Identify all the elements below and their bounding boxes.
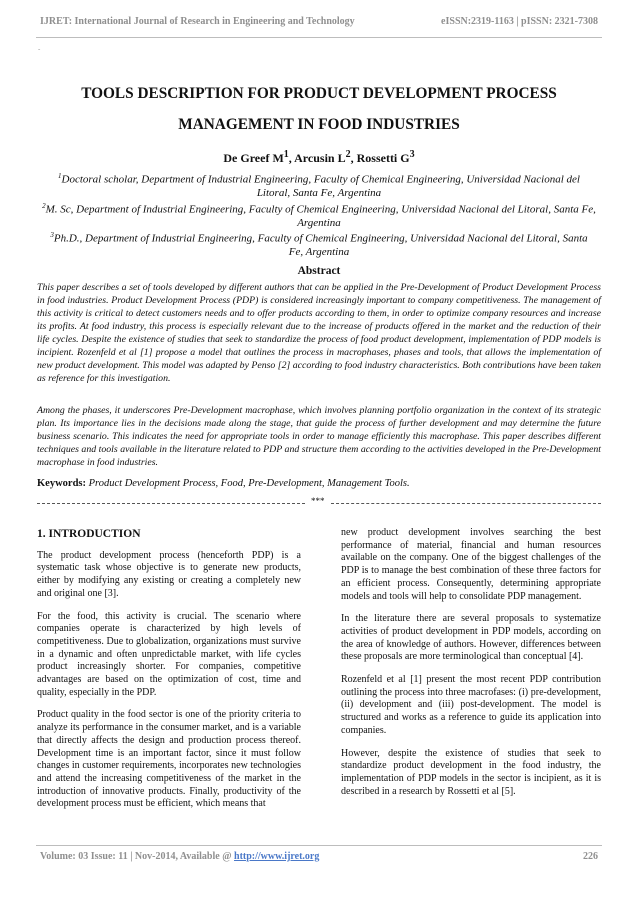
section-separator — [37, 498, 601, 508]
keywords-text: Product Development Process, Food, Pre-Development, Management Tools. — [88, 478, 410, 489]
paragraph: Rozenfeld et al [1] present the most recent PDP contribution outlining the process into three macrofases: (i) pre-development, (ii) development and (iii) post-development. The model is structured and works as a reference to guide its application into companies. — [341, 674, 601, 736]
separator-stars: *** — [311, 496, 325, 506]
abstract-paragraph-1: This paper describes a set of tools developed by different authors that can be applied in the Pre-Development of Product Development Process in food industries. Product Development Process (PDP) is considered increasingly important to company competitiveness. The management of this activity is critical to detect customers needs and to offer products according to them, in order to optimize company resources and increase its profits. At food industry, this process is especially relevant due to the increase of products offered in the market and the reduction of their life cycles. Despite the existence of studies that seek to standardize the process of food product development, implementation of PDP models is incipient. Rozenfeld et al [1] propose a model that outlines the process in macrophases, phases and tools, that allows the implementation of new product development. This model was adapted by Penso [2] according to food industry characteristics. Both contributions have been taken as reference for this investigation. — [37, 282, 601, 384]
header-divider — [36, 37, 602, 38]
section-heading-introduction: 1. INTRODUCTION — [37, 528, 141, 540]
affiliation-2: $^2$M. Sc, Department of Industrial Engineering, Faculty of Chemical Engineering, Universidad Nacional del Litoral, Santa Fe, Argentina — [42, 202, 596, 230]
paragraph: In the literature there are several proposals to systematize activities of product development in PDP models, according on the area of knowledge of authors. However, differences between these proposals are more terminological than conceptual [4]. — [341, 613, 601, 663]
paragraph: However, despite the existence of studies that seek to standardize product development in the food industry, the implementation of PDP models in the sector is incipient, as it is described in a research by Rossetti et al [5]. — [341, 747, 601, 797]
paragraph: For the food, this activity is crucial. The scenario where companies operate is characterized by high levels of competitiveness. Due to globalization, organizations must survive in a dynamic and often unpredictable market, with life cycles product increasingly shorter. For companies, competitive advantages are based on the optimization of cost, time and quality, especially in the PDP. — [37, 610, 301, 698]
keywords-label: Keywords: — [37, 478, 86, 489]
right-column — [341, 527, 601, 808]
footer-volume-info: Volume: 03 Issue: 11 | Nov-2014, Available @ http://www.ijret.org — [40, 851, 320, 862]
paper-title — [40, 78, 598, 140]
journal-name: IJRET: International Journal of Research in Engineering and Technology — [40, 16, 355, 27]
author-1: De Greef $M^1$ — [223, 149, 289, 165]
header-mark: - — [38, 45, 41, 53]
footer-divider — [36, 845, 602, 846]
page-number: 226 — [583, 851, 598, 862]
affiliation-3: $^3$Ph.D., Department of Industrial Engineering, Faculty of Chemical Engineering, Universidad Nacional del Litoral, Santa Fe, Argentina — [50, 231, 588, 259]
issn-info: eISSN:2319-1163 | pISSN: 2321-7308 — [441, 16, 598, 27]
affiliation-1: $^1$Doctoral scholar, Department of Industrial Engineering, Faculty of Chemical Engineering, Universidad Nacional del Litoral, Santa Fe, Argentina — [58, 172, 580, 200]
author-2: Arcusin $L^2$ — [294, 149, 351, 165]
keywords — [37, 478, 601, 489]
abstract-paragraph-2: Among the phases, it underscores Pre-Development macrophase, which involves planning portfolio organization in the context of its strategic plan. Its importance lies in the decisions made along the stage, that guide the process of further development and may determine the future business scenario. This indicates the need for appropriate tools in order to manage efficiently this macrophase. This paper describes different techniques and tools available in the literature related to PDP and structure them according to the activities developed in the Pre-Development macrophase in food industries. — [37, 405, 601, 468]
abstract-heading: Abstract — [297, 265, 341, 277]
paragraph: new product development involves searching the best performance of material, financial and human resources available on the company. One of the biggest challenges of the PDP is to manage the best combination of these three factors for an efficient process. Consequently, determining appropriate models and tools will help to consolidate PDP management. — [341, 527, 601, 602]
left-column — [37, 528, 301, 821]
paragraph: Product quality in the food sector is one of the priority criteria to analyze its performance in the consumer market, and is a variable that directly affects the design and production process thereof. Development time is an important factor, since it must follow changes in customer requirements, incorporates new technologies and attend the increasing competitiveness of the market in the introduction of innovative products. Finally, productivity of the development process must be efficient, which means that — [37, 709, 301, 810]
journal-link[interactable]: http://www.ijret.org — [234, 851, 320, 862]
title-line-2: MANAGEMENT IN FOOD INDUSTRIES — [178, 116, 460, 133]
author-3: Rossetti $G^3$ — [356, 149, 415, 165]
author-list: De Greef $M^1$, Arcusin $L^2$, Rossetti $G^3$ — [223, 149, 415, 165]
paragraph: The product development process (henceforth PDP) is a systematic task whose objective is to generate new products, either by modifying any existing or creating a completely new and original one [3]. — [37, 549, 301, 599]
title-line-1: TOOLS DESCRIPTION FOR PRODUCT DEVELOPMENT PROCESS — [81, 85, 557, 102]
